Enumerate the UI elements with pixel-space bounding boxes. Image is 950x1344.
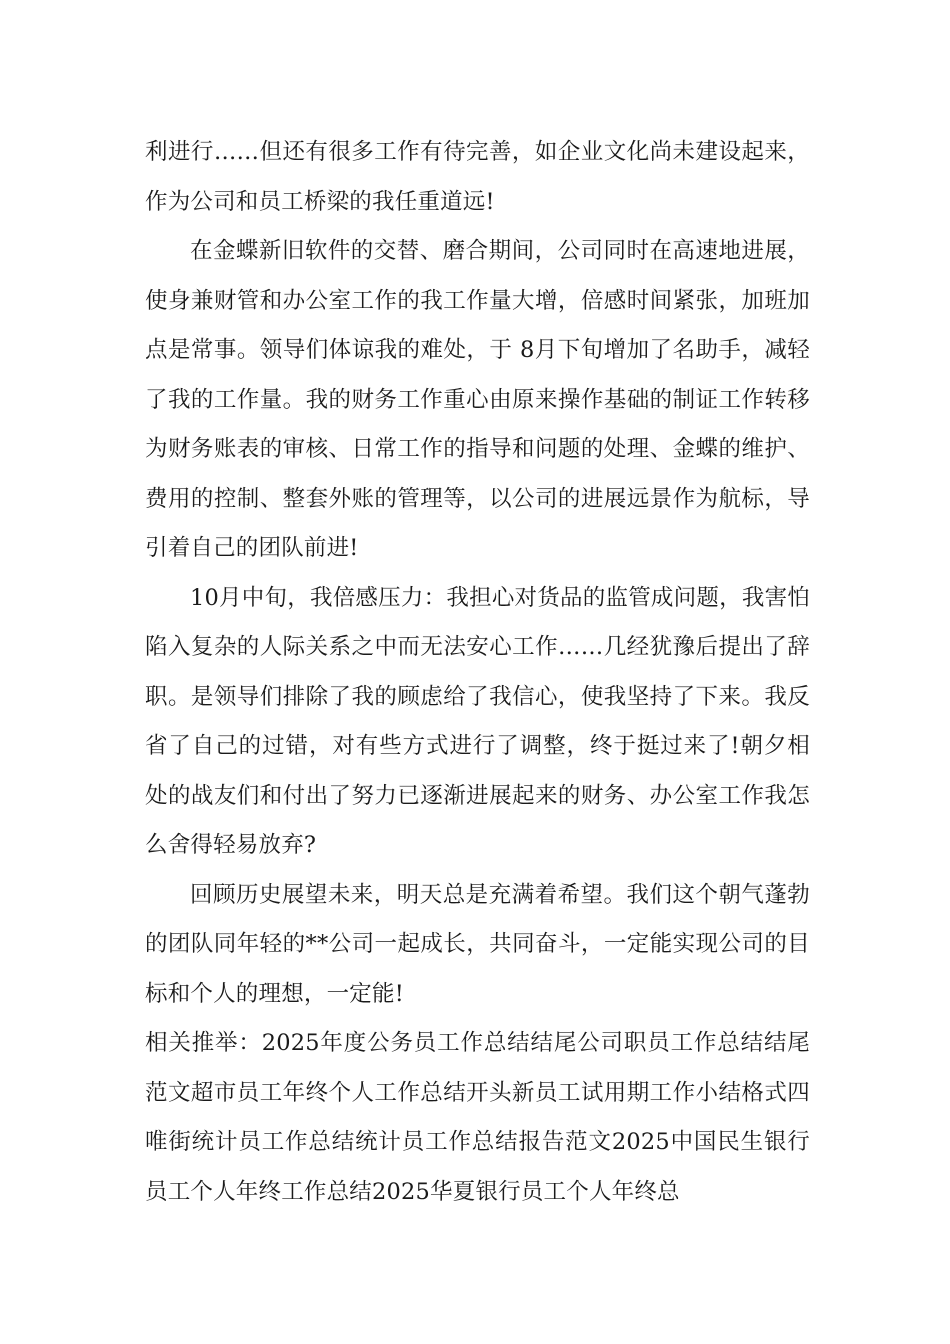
paragraph-future-outlook: 回顾历史展望未来，明天总是充满着希望。我们这个朝气蓬勃的团队同年轻的**公司一起成长，共同奋斗，一定能实现公司的目标和个人的理想，一定能! xyxy=(145,881,810,1007)
paragraph-october-pressure: 10月中旬，我倍感压力：我担心对货品的监管成问题，我害怕陷入复杂的人际关系之中而无法安心工作……几经犹豫后提出了辞职。是领导们排除了我的顾虑给了我信心，使我坚持了下来。我反省了自己的过错，对有些方式进行了调整，终于挺过来了!朝夕相处的战友们和付出了努力已逐渐进展起来的财务、办公室工作我怎么舍得轻易放弃? xyxy=(145,584,810,858)
paragraph-continuation: 利进行……但还有很多工作有待完善，如企业文化尚未建设起来，作为公司和员工桥梁的我任重道远! xyxy=(145,139,810,215)
document-body xyxy=(145,128,810,1217)
paragraph-related-recommendations: 相关推举：2025年度公务员工作总结结尾公司职员工作总结结尾范文超市员工年终个人工作总结开头新员工试用期工作小结格式四唯街统计员工作总结统计员工作总结报告范文2025中国民生银行员工个人年终工作总结2025华夏银行员工个人年终总 xyxy=(145,1030,810,1205)
paragraph-software-transition: 在金蝶新旧软件的交替、磨合期间，公司同时在高速地进展，使身兼财管和办公室工作的我工作量大增，倍感时间紧张，加班加点是常事。领导们体谅我的难处，于 8月下旬增加了名助手，减轻了我的工作量。我的财务工作重心由原来操作基础的制证工作转移为财务账表的审核、日常工作的指导和问题的处理、金蝶的维护、费用的控制、整套外账的管理等，以公司的进展远景作为航标，导引着自己的团队前进! xyxy=(145,238,810,561)
